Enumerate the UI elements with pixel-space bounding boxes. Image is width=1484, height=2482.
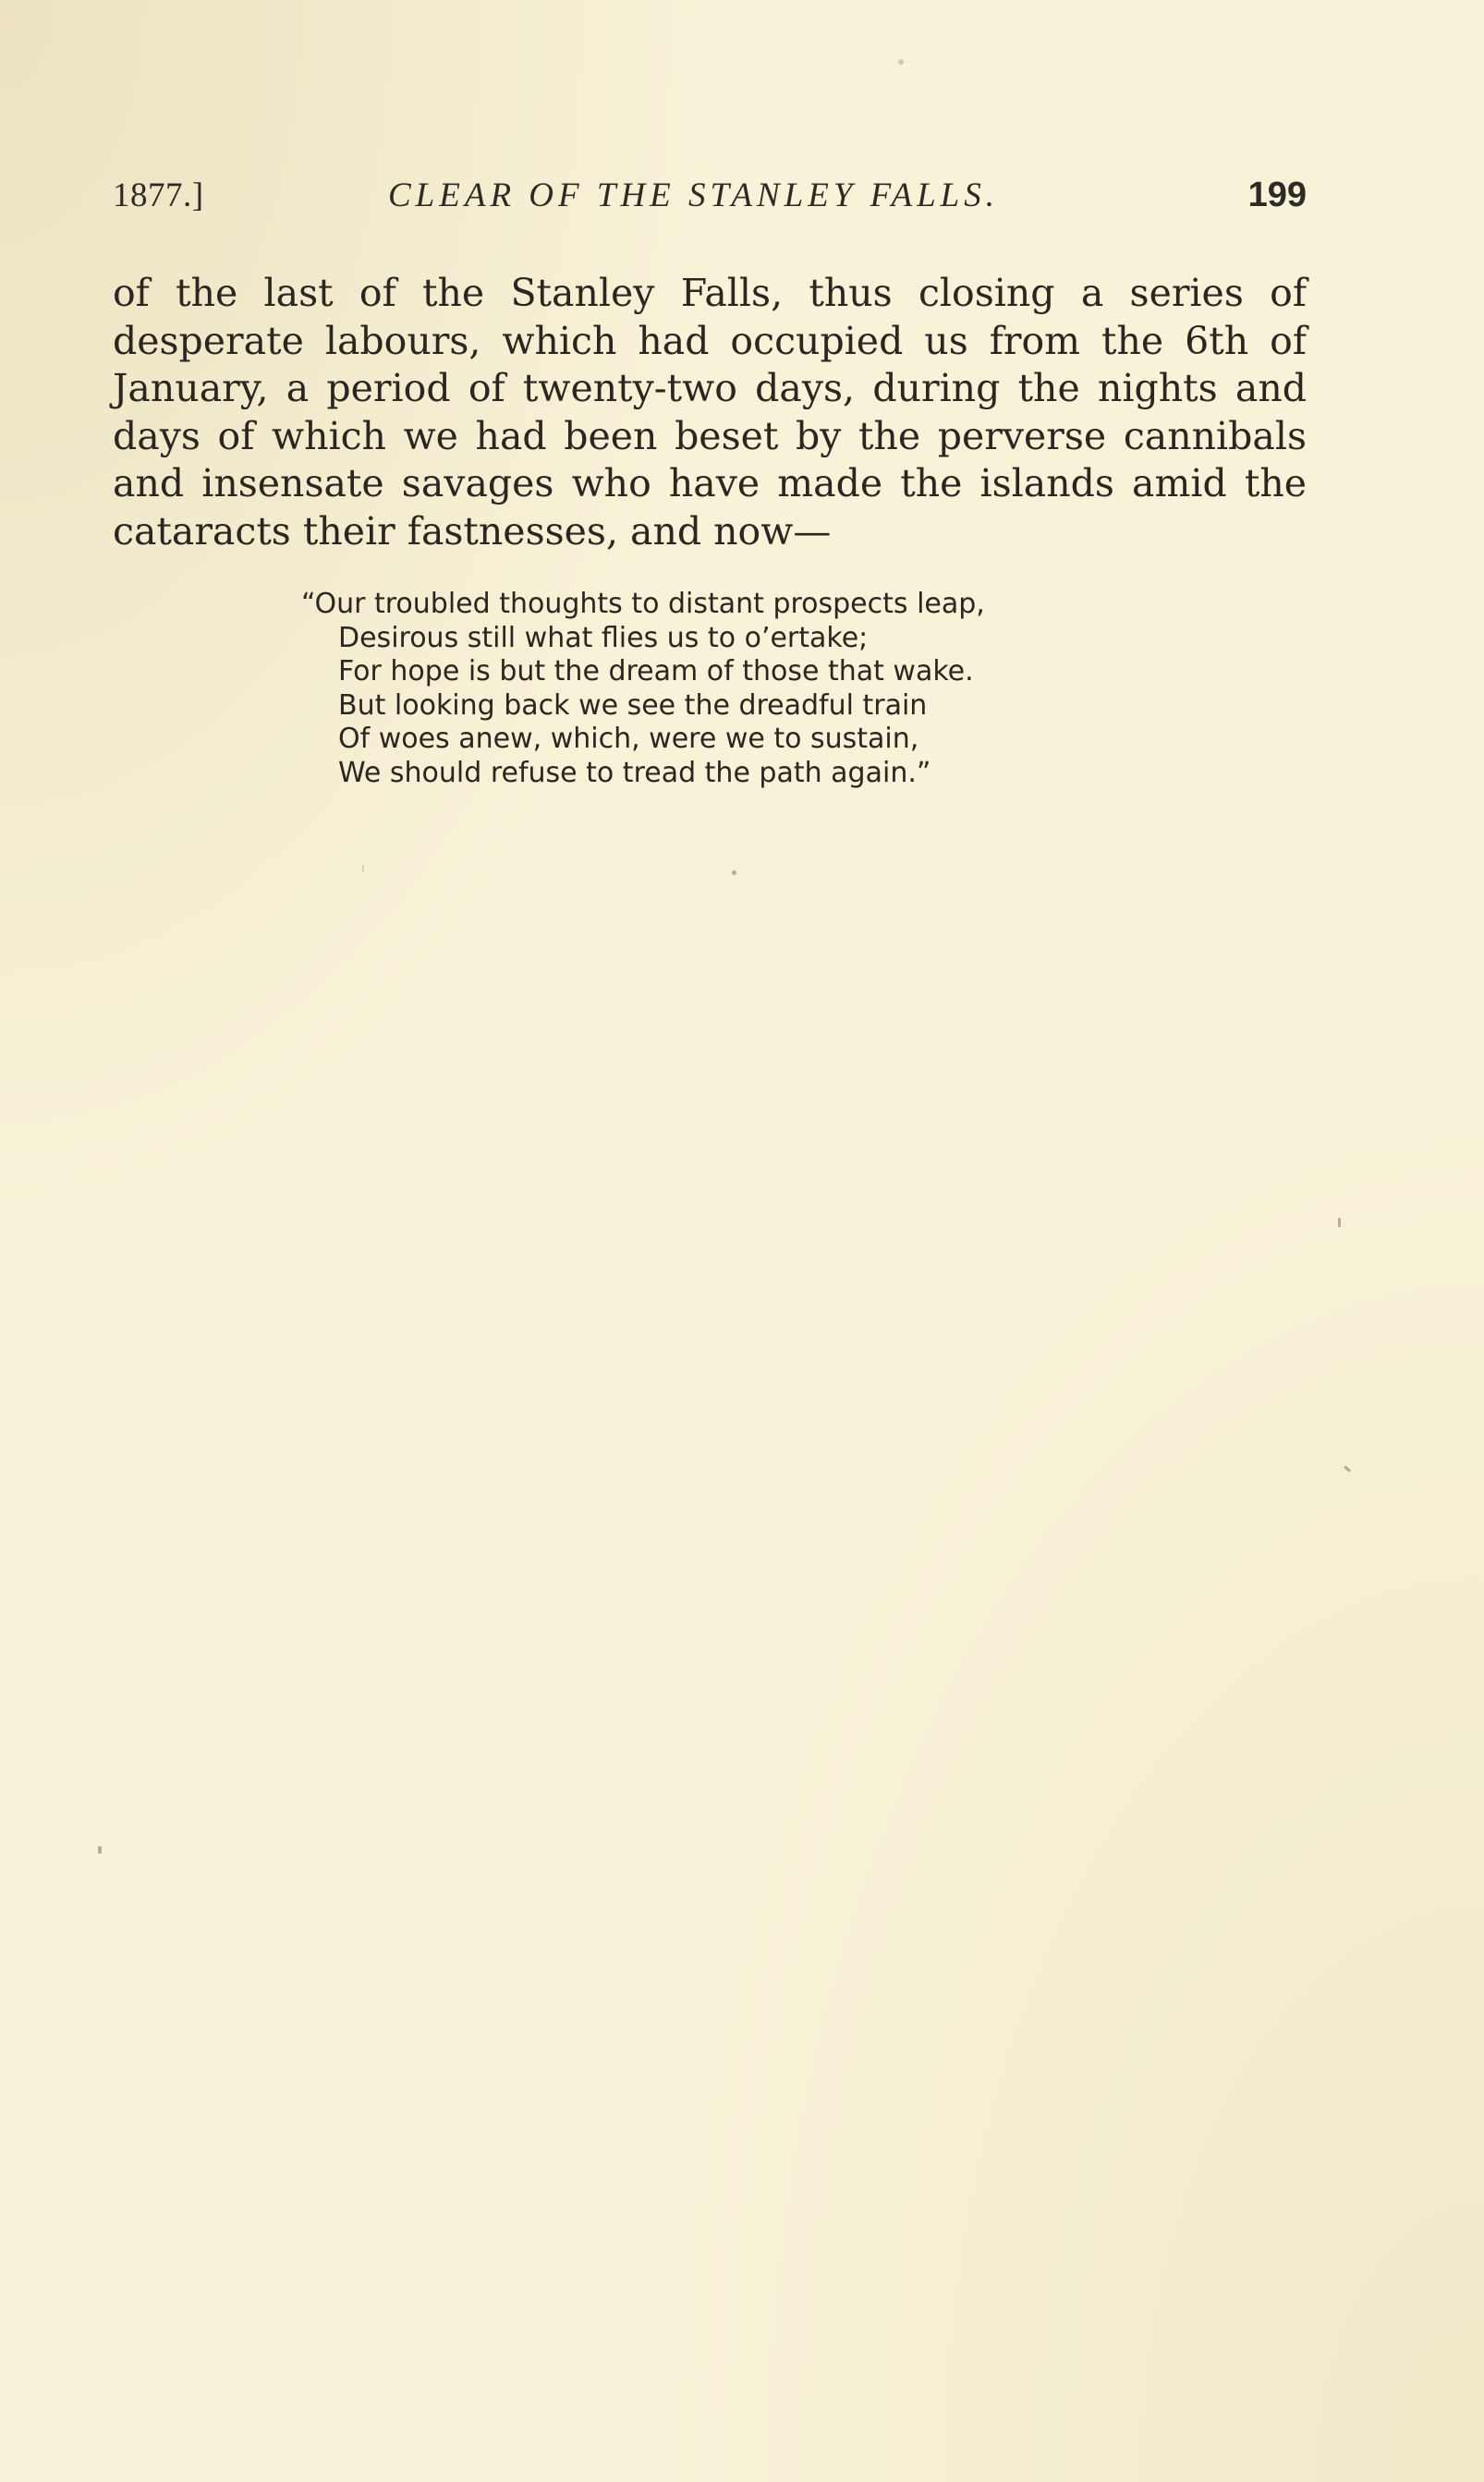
poem-line: We should refuse to tread the path again.” — [338, 756, 931, 789]
body-line: January, a period of twenty-two days, during the nights and — [113, 366, 1307, 410]
paper-speck — [1338, 1218, 1341, 1227]
body-line: days of which we had been beset by the perverse cannibals — [113, 413, 1307, 458]
paper-speck — [898, 59, 904, 65]
paper-speck — [98, 1846, 102, 1854]
poem-quotation — [301, 588, 1133, 790]
body-line: cataracts their fastnesses, and now— — [113, 508, 832, 554]
running-head — [113, 176, 1307, 227]
paper-speck — [1344, 1466, 1351, 1472]
poem-line: But looking back we see the dreadful train — [338, 688, 928, 722]
body-line: desperate labours, which had occupied us from the 6th of — [113, 318, 1307, 363]
paper-speck — [362, 865, 364, 872]
body-paragraph — [113, 270, 1307, 555]
poem-line: Desirous still what flies us to o’ertake; — [338, 621, 869, 654]
page-number: 199 — [1247, 176, 1307, 214]
poem-line: Of woes anew, which, were we to sustain, — [338, 723, 919, 755]
running-head-year: 1877.] — [113, 176, 204, 214]
body-line: of the last of the Stanley Falls, thus closing a series of — [113, 271, 1307, 315]
running-head-title: CLEAR OF THE STANLEY FALLS. — [388, 176, 999, 214]
poem-line: “Our troubled thoughts to distant prospects leap, — [301, 588, 985, 620]
paper-speck — [732, 870, 736, 875]
body-line: and insensate savages who have made the islands amid the — [113, 461, 1307, 505]
poem-line: For hope is but the dream of those that wake. — [338, 655, 974, 687]
